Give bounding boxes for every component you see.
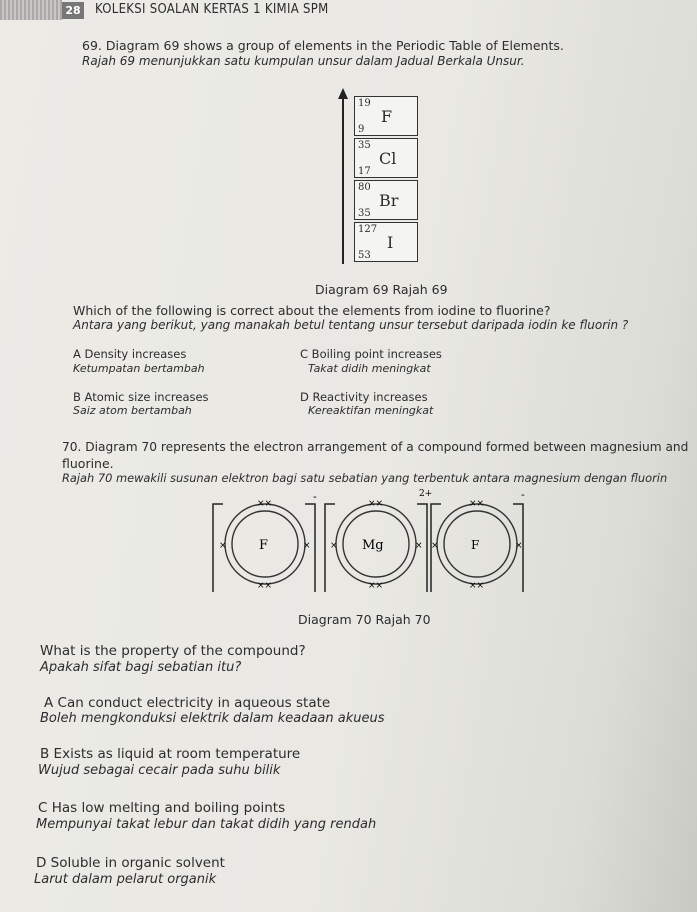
- element-symbol: I: [387, 233, 394, 252]
- q70-option-d[interactable]: D Soluble in organic solvent: [36, 855, 225, 871]
- electron-pair: ××: [469, 499, 485, 509]
- ion-charge: 2+: [419, 489, 433, 499]
- header-decoration: [0, 0, 62, 20]
- page-number: 28: [62, 2, 84, 19]
- ion-charge: -: [313, 490, 317, 503]
- diagram-69-caption: Diagram 69 Rajah 69: [315, 282, 448, 297]
- electron: ×: [515, 541, 523, 551]
- q69-option-c[interactable]: C Boiling point increases: [300, 347, 442, 361]
- nucleus-symbol: F: [259, 538, 269, 553]
- electron-arrangement-diagram: [195, 484, 535, 599]
- mass-number: 19: [358, 98, 371, 109]
- q70-option-d-ms: Larut dalam pelarut organik: [34, 872, 217, 887]
- element-box-fluorine: [354, 96, 418, 136]
- element-symbol: F: [381, 107, 393, 126]
- q69-option-d-ms: Kereaktifan meningkat: [308, 404, 434, 417]
- electron: ×: [330, 541, 338, 551]
- element-symbol: Br: [379, 191, 399, 210]
- q69-option-b[interactable]: B Atomic size increases: [73, 390, 209, 404]
- proton-number: 17: [358, 166, 371, 177]
- nucleus-symbol: F: [471, 538, 480, 552]
- mass-number: 35: [358, 140, 371, 151]
- q70-stem-ms: Rajah 70 mewakili susunan elektron bagi satu sebatian yang terbentuk antara magnesium dengan fluorin: [62, 471, 668, 485]
- q69-question-ms: Antara yang berikut, yang manakah betul tentang unsur tersebut daripada iodin ke fluorin ?: [73, 318, 629, 332]
- q69-option-a-ms: Ketumpatan bertambah: [73, 362, 205, 375]
- fluoride-ion-right: [431, 488, 525, 592]
- q69-option-d[interactable]: D Reactivity increases: [300, 390, 428, 404]
- q69-option-a[interactable]: A Density increases: [73, 347, 187, 361]
- q70-option-a-ms: Boleh mengkonduksi elektrik dalam keadaan akueus: [40, 711, 385, 726]
- q69-question-en: Which of the following is correct about the elements from iodine to fluorine?: [73, 303, 551, 318]
- element-box-chlorine: [354, 138, 418, 178]
- electron-pair: ××: [368, 581, 384, 591]
- mass-number: 80: [358, 182, 371, 193]
- group-arrow: [335, 88, 351, 266]
- q69-stem-ms: Rajah 69 menunjukkan satu kumpulan unsur dalam Jadual Berkala Unsur.: [82, 54, 525, 68]
- electron-pair: ××: [257, 499, 273, 509]
- q70-question-ms: Apakah sifat bagi sebatian itu?: [40, 660, 242, 675]
- q70-option-c-ms: Mempunyai takat lebur dan takat didih yang rendah: [36, 817, 377, 832]
- ion-charge: -: [521, 488, 525, 501]
- electron-pair: ××: [257, 581, 273, 591]
- q70-option-b[interactable]: B Exists as liquid at room temperature: [40, 746, 301, 762]
- electron: ×: [219, 541, 227, 551]
- q70-option-a[interactable]: A Can conduct electricity in aqueous state: [44, 695, 331, 711]
- element-symbol: Cl: [379, 149, 397, 168]
- electron-pair: ××: [368, 499, 384, 509]
- collection-title: KOLEKSI SOALAN KERTAS 1 KIMIA SPM: [95, 2, 329, 17]
- diagram-70-caption: Diagram 70 Rajah 70: [298, 612, 431, 627]
- arrow-head-icon: [338, 88, 348, 99]
- proton-number: 35: [358, 208, 371, 219]
- proton-number: 53: [358, 250, 371, 261]
- q70-option-c[interactable]: C Has low melting and boiling points: [38, 800, 286, 816]
- nucleus-symbol: Mg: [362, 538, 384, 553]
- fluoride-ion-left: [213, 490, 317, 592]
- electron: ×: [415, 541, 423, 551]
- proton-number: 9: [358, 124, 365, 135]
- element-box-bromine: [354, 180, 418, 220]
- q69-option-c-ms: Takat didih meningkat: [308, 362, 431, 375]
- electron: ×: [303, 541, 311, 551]
- q70-option-b-ms: Wujud sebagai cecair pada suhu bilik: [38, 763, 281, 778]
- electron-pair: ××: [469, 581, 485, 591]
- q70-question-en: What is the property of the compound?: [40, 643, 306, 659]
- electron: ×: [431, 541, 439, 551]
- q69-stem-en: 69. Diagram 69 shows a group of elements in the Periodic Table of Elements.: [82, 38, 564, 53]
- magnesium-ion: [325, 489, 432, 592]
- q69-option-b-ms: Saiz atom bertambah: [73, 404, 192, 417]
- mass-number: 127: [358, 224, 378, 235]
- element-box-iodine: [354, 222, 418, 262]
- q70-stem-en-1: 70. Diagram 70 represents the electron arrangement of a compound formed between magnesium and: [62, 440, 689, 454]
- q70-stem-en-2: fluorine.: [62, 456, 114, 471]
